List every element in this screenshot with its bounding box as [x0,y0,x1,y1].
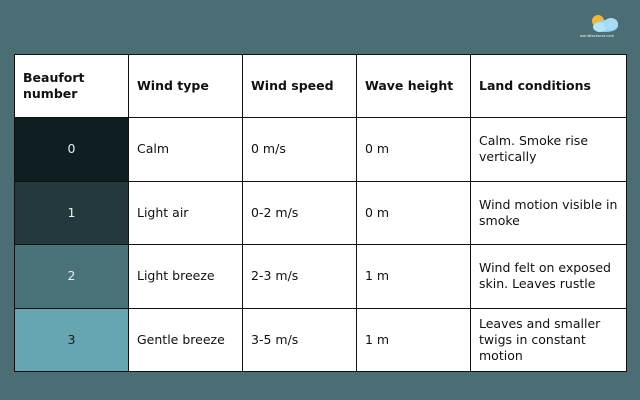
wave-height-cell: 1 m [357,308,471,372]
wind-speed-cell: 0-2 m/s [243,181,357,245]
table-row [15,308,627,372]
beaufort-number-cell: 0 [15,118,129,182]
beaufort-scale-table [14,54,627,372]
wave-height-cell: 0 m [357,181,471,245]
beaufort-number-cell: 3 [15,308,129,372]
wind-type-cell: Light air [129,181,243,245]
header-land-conditions: Land conditions [471,55,627,118]
beaufort-number-cell: 1 [15,181,129,245]
wind-speed-cell: 0 m/s [243,118,357,182]
land-conditions-cell: Wind motion visible in smoke [471,181,627,245]
land-conditions-cell: Wind felt on exposed skin. Leaves rustle [471,245,627,309]
header-wave-height: Wave height [357,55,471,118]
wave-height-cell: 1 m [357,245,471,309]
logo-text: worldfactsnet.com [580,34,615,38]
beaufort-number-cell: 2 [15,245,129,309]
table-row [15,245,627,309]
wind-type-cell: Gentle breeze [129,308,243,372]
wind-speed-cell: 3-5 m/s [243,308,357,372]
wind-type-cell: Light breeze [129,245,243,309]
wind-speed-cell: 2-3 m/s [243,245,357,309]
wind-type-cell: Calm [129,118,243,182]
header-wind-type: Wind type [129,55,243,118]
site-logo[interactable] [578,12,630,42]
wave-height-cell: 0 m [357,118,471,182]
table-row [15,118,627,182]
land-conditions-cell: Calm. Smoke rise vertically [471,118,627,182]
header-beaufort-number: Beaufort number [15,55,129,118]
cloud-sun-icon [578,12,630,36]
header-wind-speed: Wind speed [243,55,357,118]
table-header-row [15,55,627,118]
table-row [15,181,627,245]
land-conditions-cell: Leaves and smaller twigs in constant motion [471,308,627,372]
